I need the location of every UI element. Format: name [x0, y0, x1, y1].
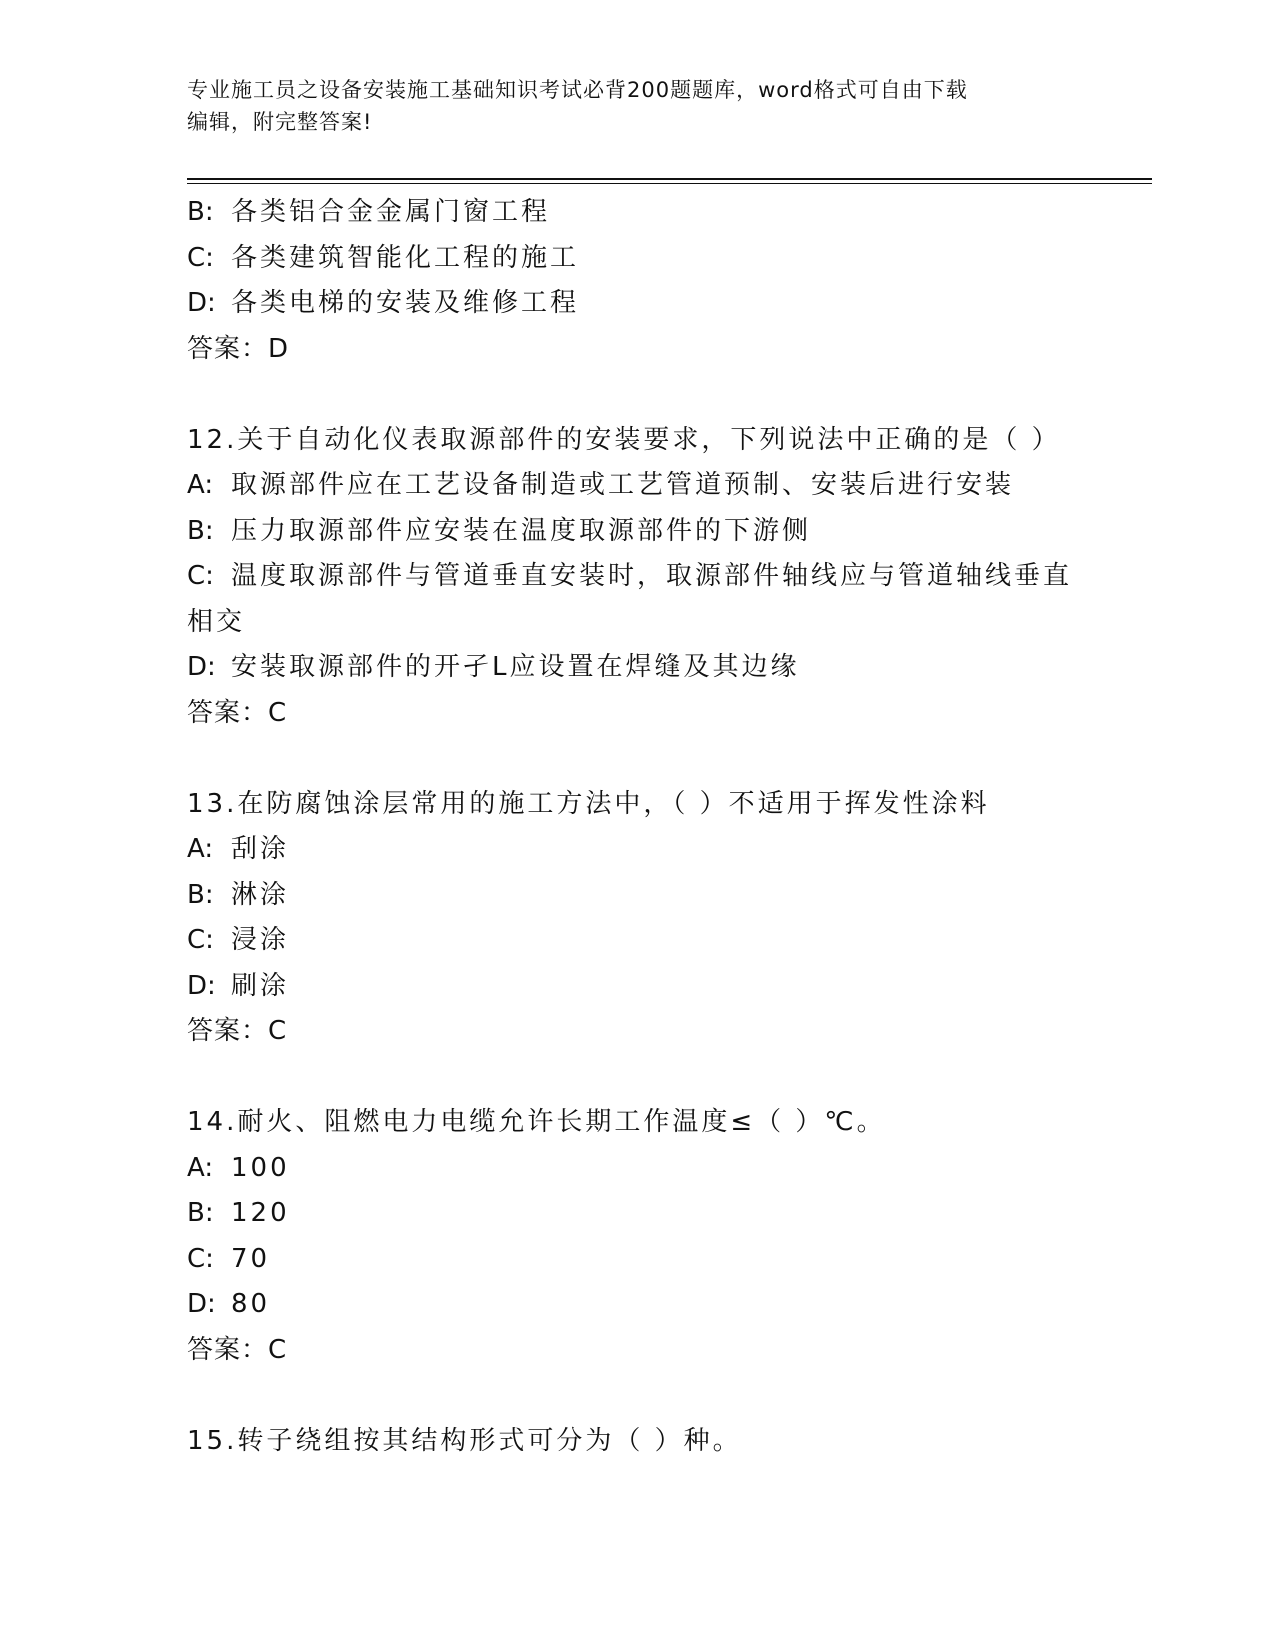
option-c-continued: 相交 — [187, 606, 246, 637]
option-b: B: 各类铝合金金属门窗工程 — [187, 197, 551, 227]
option-c: C: 70 — [187, 1243, 271, 1274]
spacer — [187, 736, 1107, 782]
option-c: C: 浸涂 — [187, 925, 290, 955]
spacer — [187, 1055, 1107, 1101]
option-b: B: 120 — [187, 1198, 290, 1228]
spacer — [187, 372, 1107, 418]
answer: 答案：C — [187, 1016, 288, 1046]
question-14 — [187, 1100, 1107, 1373]
header-line-2: 编辑，附完整答案! — [187, 110, 373, 134]
answer: 答案：C — [187, 697, 288, 728]
question-stem: 12.关于自动化仪表取源部件的安装要求，下列说法中正确的是（ ） — [187, 424, 1061, 455]
option-d: D: 各类电梯的安装及维修工程 — [187, 288, 580, 318]
option-b: B: 淋涂 — [187, 879, 290, 910]
question-stem: 15.转子绕组按其结构形式可分为（ ）种。 — [187, 1425, 742, 1456]
option-d: D: 80 — [187, 1289, 271, 1319]
question-12 — [187, 418, 1107, 737]
option-d: D: 刷涂 — [187, 970, 290, 1001]
option-b: B: 压力取源部件应安装在温度取源部件的下游侧 — [187, 515, 812, 546]
question-15 — [187, 1419, 1107, 1465]
question-13 — [187, 782, 1107, 1055]
option-c: C: 温度取源部件与管道垂直安装时，取源部件轴线应与管道轴线垂直 — [187, 561, 1073, 591]
option-a: A: 刮涂 — [187, 834, 290, 864]
option-d: D: 安装取源部件的开孑L应设置在焊缝及其边缘 — [187, 652, 800, 682]
question-list — [187, 190, 1107, 1464]
answer: 答案：D — [187, 333, 290, 364]
answer: 答案：C — [187, 1334, 288, 1365]
header-rule-thin — [187, 183, 1152, 184]
question-stem: 13.在防腐蚀涂层常用的施工方法中，（ ）不适用于挥发性涂料 — [187, 788, 990, 819]
option-a: A: 100 — [187, 1152, 290, 1183]
document-header — [187, 74, 1067, 138]
option-a: A: 取源部件应在工艺设备制造或工艺管道预制、安装后进行安装 — [187, 470, 1015, 500]
question-11 — [187, 190, 1107, 372]
header-rule-thick — [187, 178, 1152, 180]
question-stem: 14.耐火、阻燃电力电缆允许长期工作温度≤（ ）℃。 — [187, 1107, 886, 1137]
header-line-1: 专业施工员之设备安装施工基础知识考试必背200题题库，word格式可自由下载 — [187, 78, 968, 102]
spacer — [187, 1373, 1107, 1419]
option-c: C: 各类建筑智能化工程的施工 — [187, 242, 580, 273]
